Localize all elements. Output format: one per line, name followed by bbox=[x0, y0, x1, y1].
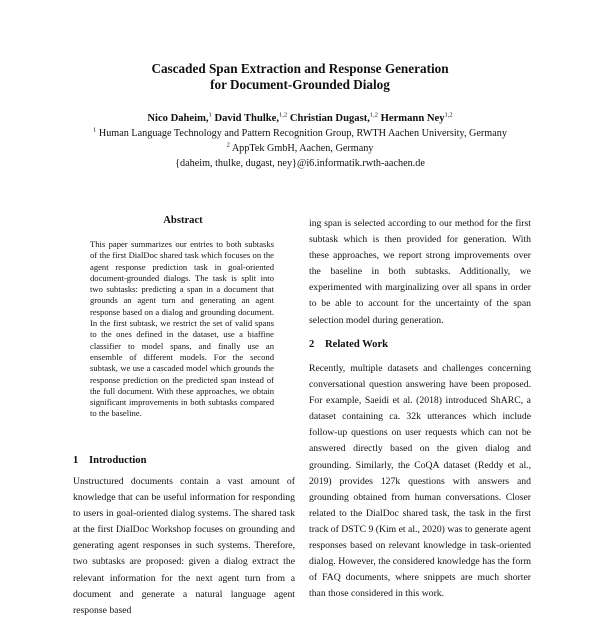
affiliation-1 bbox=[20, 127, 580, 141]
author-name: Nico Daheim, bbox=[147, 113, 209, 124]
section-title: Introduction bbox=[89, 455, 147, 466]
section-number: 2 bbox=[309, 339, 315, 350]
affiliation-text: AppTek GmbH, Aachen, Germany bbox=[231, 143, 374, 154]
abstract-text: This paper summarizes our entries to both subtasks of the first DialDoc shared task which focuses on the agent response prediction task in goal-oriented document-grounded dialogs. The task is split into two subtasks: predicting a span in a document that grounds an agent turn and generating an agent response based on a dialog and grounding document. In the first subtask, we restrict the set of valid spans to the ones defined in the dataset, use a biaffine classifier to model spans, and finally use an ensemble of different models. For the second subtask, we use a cascaded model which grounds the response prediction on the predicted span instead of the full document. With these approaches, we obtain significant improvements in both subtasks compared to the baseline. bbox=[90, 239, 274, 419]
author-affil-sup: 1,2 bbox=[279, 111, 288, 119]
paper-title bbox=[60, 61, 540, 93]
author-name: Hermann Ney bbox=[380, 113, 445, 124]
author-affil-sup: 1 bbox=[208, 111, 212, 119]
abstract-heading: Abstract bbox=[163, 215, 203, 226]
affiliation-text: Human Language Technology and Pattern Recognition Group, RWTH Aachen University, Germany bbox=[98, 128, 507, 139]
author-list bbox=[30, 112, 570, 126]
introduction-text: Unstructured documents contain a vast amount of knowledge that can be useful information for responding to users in goal-oriented dialog systems. The shared task at the first DialDoc Workshop focuses on grounding and generating agent responses in such systems. Therefore, two subtasks are proposed: given a dialog extract the relevant information for the next agent turn from a document and generate a natural language agent response based bbox=[73, 476, 295, 616]
affiliation-2 bbox=[20, 142, 580, 156]
section-number: 1 bbox=[73, 455, 79, 466]
right-column-continuation: ing span is selected according to our method for the first subtask which is then provided for generation. With these approaches, we report strong improvements over the baseline in both subtasks. Additionally, we experimented with marginalizing over all spans in order to be able to account for the uncertainty of the span selection model during generation. bbox=[309, 218, 531, 326]
affiliation-sup: 1 bbox=[93, 126, 97, 134]
author-name: Christian Dugast, bbox=[289, 113, 370, 124]
section-title: Related Work bbox=[325, 339, 389, 350]
title-line-1: Cascaded Span Extraction and Response Generation bbox=[151, 61, 449, 76]
author-affil-sup: 1,2 bbox=[369, 111, 378, 119]
author-name: David Thulke, bbox=[214, 113, 280, 124]
affiliation-sup: 2 bbox=[226, 141, 230, 149]
author-emails: {daheim, thulke, dugast, ney}@i6.informatik.rwth-aachen.de bbox=[175, 158, 425, 169]
title-line-2: for Document-Grounded Dialog bbox=[210, 77, 390, 92]
related-work-text: Recently, multiple datasets and challenges concerning conversational question answering have been proposed. For example, Saeidi et al. (2018) introduced ShARC, a dataset containing ca. 32k utterances which include follow-up questions on user requests which can not be answered directly based on the given dialog and grounding. Similarly, the CoQA dataset (Reddy et al., 2019) provides 127k questions with answers and grounding obtained from human conversations. Closer related to the DialDoc shared task, the task in the first track of DSTC 9 (Kim et al., 2020) was to generate agent responses based on relevant knowledge in task-oriented dialog. However, the considered knowledge has the form of FAQ documents, where snippets are much shorter than those considered in this work. bbox=[309, 363, 531, 600]
author-affil-sup: 1,2 bbox=[444, 111, 453, 119]
section-heading-related-work bbox=[309, 339, 388, 350]
section-heading-introduction bbox=[73, 455, 147, 466]
